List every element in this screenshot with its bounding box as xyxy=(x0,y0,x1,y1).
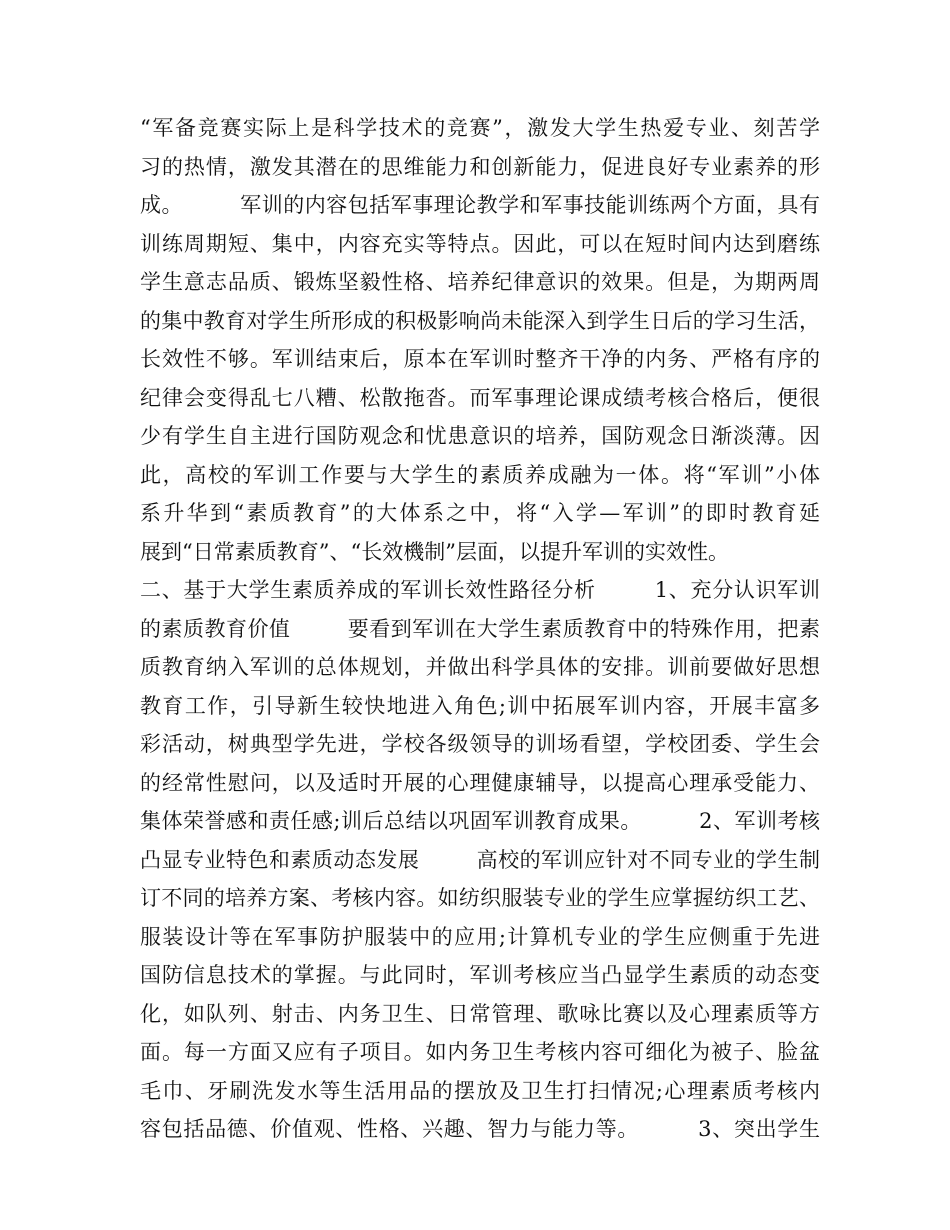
text-line: 二、基于大学生素质养成的军训长效性路径分析 1、充分认识军训 xyxy=(140,578,820,602)
text-line: 的经常性慰问，以及适时开展的心理健康辅导，以提高心理承受能力、 xyxy=(140,770,820,795)
text-line: 集体荣誉感和责任感;训后总结以巩固军训教育成果。 2、军训考核 xyxy=(140,809,820,833)
text-line: 凸显专业特色和素质动态发展 高校的军训应针对不同专业的学生制 xyxy=(140,847,820,872)
text-line: 展到“日常素质教育”、“长效機制”层面，以提升军训的实效性。 xyxy=(140,539,729,564)
text-line: 毛巾、牙刷洗发水等生活用品的摆放及卫生打扫情况;心理素质考核内 xyxy=(140,1078,820,1103)
text-line: 国防信息技术的掌握。与此同时，军训考核应当凸显学生素质的动态变 xyxy=(140,963,820,987)
text-line: 面。每一方面又应有子项目。如内务卫生考核内容可细化为被子、脸盆 xyxy=(140,1040,820,1064)
text-line: 系升华到“素质教育”的大体系之中，将“入学—军训”的即时教育延 xyxy=(140,501,820,525)
text-line: 纪律会变得乱七八糟、松散拖沓。而军事理论课成绩考核合格后，便很 xyxy=(140,385,820,410)
text-line: 的集中教育对学生所形成的积极影响尚未能深入到学生日后的学习生活， xyxy=(140,308,820,333)
text-line: 训练周期短、集中，内容充实等特点。因此，可以在短时间内达到磨练 xyxy=(140,231,820,256)
text-line: 容包括品德、价值观、性格、兴趣、智力与能力等。 3、突出学生 xyxy=(140,1117,820,1141)
text-line: “军备竞赛实际上是科学技术的竞赛”，激发大学生热爱专业、刻苦学 xyxy=(140,116,820,140)
text-line: 习的热情，激发其潜在的思维能力和创新能力，促进良好专业素养的形 xyxy=(140,154,820,179)
text-line: 质教育纳入军训的总体规划，并做出科学具体的安排。训前要做好思想 xyxy=(140,655,820,679)
text-line: 彩活动，树典型学先进，学校各级领导的训场看望，学校团委、学生会 xyxy=(140,732,820,756)
body-text xyxy=(140,109,820,1149)
text-line: 少有学生自主进行国防观念和忧患意识的培养，国防观念日渐淡薄。因 xyxy=(140,424,820,448)
text-line: 订不同的培养方案、考核内容。如纺织服装专业的学生应掌握纺织工艺、 xyxy=(140,886,820,910)
text-line: 化，如队列、射击、内务卫生、日常管理、歌咏比赛以及心理素质等方 xyxy=(140,1001,820,1026)
text-line: 教育工作，引导新生较快地进入角色;训中拓展军训内容，开展丰富多 xyxy=(140,693,820,718)
text-line: 此，高校的军训工作要与大学生的素质养成融为一体。将“军训”小体 xyxy=(140,462,820,487)
text-line: 服装设计等在军事防护服装中的应用;计算机专业的学生应侧重于先进 xyxy=(140,924,820,949)
text-line: 成。 军训的内容包括军事理论教学和军事技能训练两个方面，具有 xyxy=(140,193,820,217)
text-line: 的素质教育价值 要看到军训在大学生素质教育中的特殊作用，把素 xyxy=(140,616,820,641)
text-line: 学生意志品质、锻炼坚毅性格、培养纪律意识的效果。但是，为期两周 xyxy=(140,270,820,294)
text-line: 长效性不够。军训结束后，原本在军训时整齐干净的内务、严格有序的 xyxy=(140,347,820,371)
